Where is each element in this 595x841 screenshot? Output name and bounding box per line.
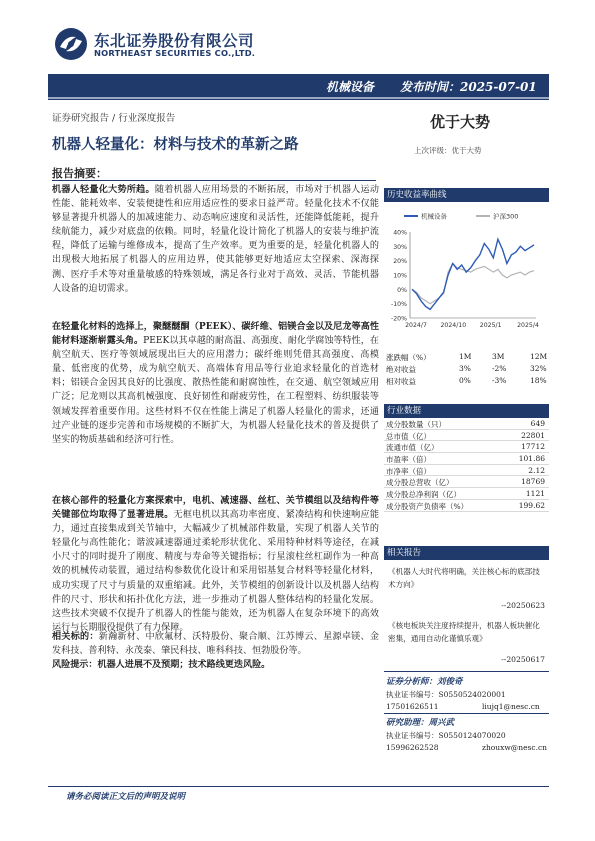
industry-label: 机械设备 — [326, 80, 375, 94]
table-cell: 18% — [530, 376, 547, 385]
paragraph-lead: 在轻量化材料的选择上，聚醚醚酮（PEEK）、碳纤维、铝镁合金以及尼龙等高性能材料逐渐崭露头角。 — [52, 321, 379, 347]
footer-disclaimer: 请务必阅读正文后的声明及说明 — [66, 792, 186, 802]
analyst-rule — [384, 713, 549, 714]
table-cell: 3% — [459, 364, 471, 373]
analyst-block — [386, 716, 546, 755]
table-cell: 市盈率（倍） — [386, 455, 431, 465]
y-tick-label: -20% — [391, 315, 407, 323]
paragraph-body: 新瀚新材、中欣氟材、沃特股份、聚合顺、江苏博云、星源卓镁、金发科技、普利特、永茂泰、肇民科技、唯科科技、恒勃股份等。 — [52, 632, 379, 657]
analyst-phone: 15996262528 — [386, 743, 439, 752]
analyst-block — [386, 675, 546, 714]
table-cell: 17712 — [521, 442, 545, 452]
table-row — [386, 376, 546, 388]
table-header-row — [386, 352, 546, 364]
related-report-date: --20250623 — [501, 601, 545, 610]
table-cell: 1121 — [525, 489, 545, 499]
table-cell: 总市值（亿） — [386, 431, 431, 441]
legend-label: 沪深300 — [493, 212, 519, 221]
table-cell: 流通市值（亿） — [386, 443, 439, 453]
analyst-email[interactable]: zhouxw@nesc.cn — [482, 743, 548, 752]
table-row — [384, 441, 549, 453]
table-header-cell: 12M — [530, 352, 548, 361]
related-reports-heading: 相关报告 — [384, 546, 549, 560]
related-report-date: --20250617 — [501, 655, 545, 664]
related-reports — [384, 564, 549, 686]
performance-table — [386, 352, 546, 388]
analyst-cert: 执业证书编号：S0550524020001 — [386, 690, 506, 699]
table-cell: 199.62 — [518, 500, 545, 510]
header-band-rule — [48, 97, 549, 99]
y-tick-label: -10% — [391, 301, 407, 309]
company-name-cn: 东北证券股份有限公司 — [94, 32, 255, 50]
summary-heading: 报告摘要： — [52, 167, 107, 180]
table-cell: 市净率（倍） — [386, 466, 431, 476]
series-line-benchmark — [412, 264, 534, 304]
table-row — [384, 418, 549, 430]
industry-data-table — [384, 418, 549, 512]
analyst-cert: 执业证书编号：S0550124070020 — [386, 731, 506, 740]
analyst-name: 研究助理：周兴武 — [386, 718, 455, 728]
y-tick-label: 30% — [393, 243, 407, 251]
summary-paragraph — [52, 183, 379, 296]
analyst-phone: 17501626511 — [386, 702, 439, 711]
paragraph-body: 无框电机以其高功率密度、紧凑结构和快速响应能力，通过直接集成到关节轴中，大幅减少了机械部件数量，实现了机器人关节的轻量化与高性能化；谐波减速器通过柔轮形状优化、采用特种材料等途径，在减小尺寸的同时提升了刚度、精度与寿命等关键指标；行星滚柱丝杠副作为一种高效的机械传动装置，通过结构参数优化设计和采用铝基复合材料等轻量化材料，成功实现了尺寸与质量的双重缩减。此外，关节模组的创新设计以及机器人结构件的尺寸、形状和拓扑优化方法，进一步推动了机器人整体结构的轻量化发展。这些技术突破不仅提升了机器人的性能与能效，还为机器人在复杂环境下的高效运行与长期服役提供了有力保障。 — [52, 510, 379, 633]
related-report-title[interactable]: 《核电板块关注度持续提升，机器人板块催化密集，通用自动化谨慎乐观》 — [388, 621, 540, 643]
table-header-cell: 3M — [492, 352, 505, 361]
table-header-cell: 涨跌幅（%） — [386, 353, 431, 362]
table-cell: 18769 — [521, 477, 545, 487]
table-cell: 2.12 — [528, 465, 545, 475]
legend-label: 机械设备 — [421, 212, 447, 221]
return-chart — [384, 206, 549, 336]
table-row — [384, 430, 549, 442]
company-logo-icon — [54, 27, 88, 61]
x-tick-label: 2024/10 — [440, 322, 467, 329]
breadcrumb: 证券研究报告 / 行业深度报告 — [52, 113, 176, 124]
table-cell: 649 — [530, 419, 545, 428]
related-report-title[interactable]: 《机器人大时代将明确，关注核心标的底部技术方向》 — [388, 567, 540, 589]
y-tick-label: 0% — [397, 286, 407, 294]
industry-data-heading: 行业数据 — [384, 404, 549, 418]
paragraph-body: 随着机器人应用场景的不断拓展，市场对于机器人运动性能、能耗效率、安装便捷性和应用适应性的要求日益严苛。轻量化技术不仅能够显著提升机器人的加减速能力、动态响应速度和灵活性，还能降低能耗，提升续航能力，减少对底盘的依赖。同时，轻量化设计简化了机器人的安装与维护流程，降低了运输与维修成本，提高了生产效率。更为重要的是，轻量化机器人的出现极大地拓展了机器人的应用边界，使其能够更好地适应太空探索、深海探测、医疗手术等对重量敏感的特殊领域，满足各行业对于高效、灵活、节能机器人设备的迫切需求。 — [52, 185, 379, 294]
y-tick-label: 20% — [393, 258, 407, 266]
table-header-cell: 1M — [459, 352, 472, 361]
table-row — [384, 453, 549, 465]
y-tick-label: 40% — [393, 229, 407, 237]
summary-paragraph — [52, 630, 379, 658]
risk-paragraph — [52, 658, 379, 672]
analyst-rule — [384, 671, 549, 672]
table-cell: 成分股资产负债率（%） — [386, 501, 469, 511]
rating: 优于大势 — [430, 113, 491, 131]
y-tick-label: 10% — [393, 272, 407, 280]
paragraph-lead: 相关标的： — [52, 631, 99, 642]
table-row — [384, 488, 549, 500]
table-cell: 22801 — [521, 430, 545, 440]
report-title: 机器人轻量化：材料与技术的革新之路 — [52, 136, 299, 153]
footer-rule — [48, 786, 549, 787]
table-cell: 32% — [530, 364, 547, 373]
paragraph-lead: 机器人轻量化大势所趋。 — [52, 184, 155, 195]
paragraph-body: PEEK以其卓越的耐高温、高强度、耐化学腐蚀等特性，在航空航天、医疗等领域展现出巨大的应用潜力；碳纤维则凭借其高强度、高模量、低密度的优势，成为航空航天、高端体育用品等行业追求轻量化的首选材料；铝镁合金因其良好的比强度、散热性能和耐腐蚀性，在交通、航空领域应用广泛；尼龙则以其高机械强度、良好韧性和耐疲劳性，在工程塑料、纺织服装等领域发挥着重要作用。这些材料不仅在性能上满足了机器人轻量化的需求，还通过产业链的逐步完善和市场规模的不断扩大，为机器人轻量化技术的普及提供了坚实的物质基础和经济可行性。 — [52, 336, 379, 445]
paragraph-lead: 在核心部件的轻量化方案探索中，电机、减速器、丝杠、关节模组以及结构件等关键部位均取得了显著进展。 — [52, 495, 379, 521]
table-row — [384, 465, 549, 477]
series-line-sector — [412, 239, 534, 309]
table-row — [384, 476, 549, 488]
summary-paragraph — [52, 494, 379, 635]
x-tick-label: 2025/4 — [517, 322, 539, 329]
paragraph-lead: 风险提示：机器人进展不及预期；技术路线更迭风险。 — [52, 659, 271, 670]
table-cell: 成分股总净利润（亿） — [386, 490, 461, 500]
table-row — [386, 364, 546, 376]
table-cell: 101.86 — [518, 454, 545, 464]
table-cell: 绝对收益 — [386, 365, 416, 374]
x-tick-label: 2025/1 — [479, 322, 502, 329]
table-row — [384, 500, 549, 512]
summary-rule — [52, 180, 376, 181]
analyst-name: 证券分析师：刘俊奇 — [386, 677, 463, 687]
table-cell: 成分股总营收（亿） — [386, 478, 454, 488]
table-cell: 成分股数量（只） — [386, 420, 446, 429]
table-cell: 相对收益 — [386, 377, 416, 386]
company-name-en: NORTHEAST SECURITIES CO.,LTD. — [94, 48, 256, 58]
table-cell: -3% — [492, 376, 507, 385]
previous-rating: 上次评级：优于大势 — [414, 146, 482, 155]
table-cell: 0% — [459, 376, 471, 385]
analyst-email[interactable]: liujq1@nesc.cn — [482, 702, 540, 711]
x-tick-label: 2024/7 — [405, 322, 427, 329]
chart-section-heading: 历史收益率曲线 — [384, 188, 549, 202]
table-cell: -2% — [492, 364, 507, 373]
summary-paragraph — [52, 320, 379, 447]
publish-date: 发布时间：2025-07-01 — [400, 80, 537, 94]
